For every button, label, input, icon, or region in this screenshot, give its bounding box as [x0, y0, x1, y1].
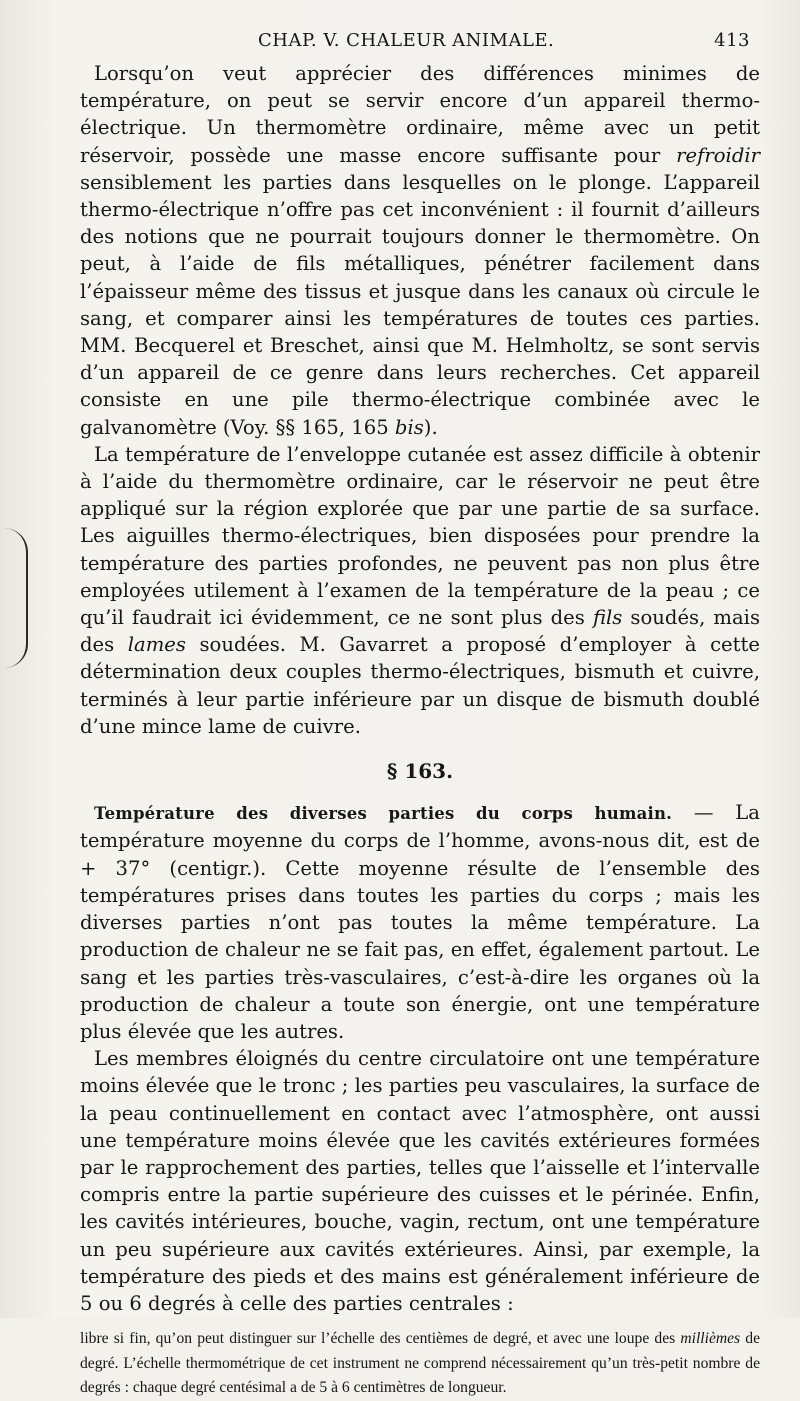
body-text — [80, 60, 760, 1317]
p1-text-a: Lorsqu’on veut apprécier des différences minimes de température, on peut se servir encore d’un appareil thermo-électrique. Un thermomètre ordinaire, même avec un petit réservoir, possède une masse encore suffisante pour — [80, 62, 760, 167]
p2-italic-fils: fils — [592, 606, 623, 630]
p2-text-a: La température de l’enveloppe cutanée est assez difficile à obtenir à l’aide du thermomètre ordinaire, car le réservoir ne peut être appliqué sur la région explorée que par une partie de sa surface. Les aiguilles thermo-électriques, bien disposées pour prendre la température des parties profondes, ne peuvent pas non plus être employées utilement à l’examen de la température de la peau ; ce qu’il faudrait ici évidemment, ce ne sont plus des — [80, 442, 760, 630]
p2-text-c: soudés, mais des — [80, 606, 760, 657]
p2-text-e: soudées. M. Gavarret a proposé d’employer à cette détermination deux couples thermo-électriques, bismuth et cuivre, terminés à leur partie inférieure par un disque de bismuth doublé d’une mince lame de cuivre. — [80, 633, 760, 738]
paragraph-2 — [80, 441, 760, 740]
section-heading: § 163. — [386, 759, 454, 784]
footnote-text-c: de degré. L’échelle thermométrique de cet instrument ne comprend nécessairement qu’un très-petit nombre de degrés : chaque degré centésimal a de 5 à 6 centimètres de longueur. — [80, 1330, 761, 1397]
margin-pencil-mark — [4, 528, 28, 668]
p1-italic-refroidir: refroidir — [676, 143, 760, 167]
p1-italic-bis: bis — [394, 415, 424, 439]
p1-text-c: sensiblement les parties dans lesquelles on le plonge. L’appareil thermo-électrique n’offre pas cet inconvénient : il fournit d’ailleurs des notions que ne pourrait toujours donner le thermomètre. On peut, à l’aide de fils métalliques, pénétrer facilement dans l’épaisseur même des tissus et jusque dans les canaux où circule le sang, et comparer ainsi les températures de toutes ces parties. MM. Becquerel et Breschet, ainsi que M. Helmholtz, se sont servis d’un appareil de ce genre dans leurs recherches. Cet appareil consiste en une pile thermo-électrique combinée avec le galvanomètre (Voy. §§ 165, 165 — [80, 170, 760, 439]
footnote — [80, 1327, 760, 1401]
paragraph-4: Les membres éloignés du centre circulatoire ont une température moins élevée que le tronc ; les parties peu vasculaires, la surface de la peau continuellement en contact avec l’atmosphère, ont aussi une température moins élevée que les cavités extérieures formées par le rapprochement des parties, telles que l’aisselle et l’intervalle compris entre la partie supérieure des cuisses et le périnée. Enfin, les cavités intérieures, bouche, vagin, rectum, ont une température un peu supérieure aux cavités extérieures. Ainsi, par exemple, la température des pieds et des mains est généralement inférieure de 5 ou 6 degrés à celle des parties centrales : — [80, 1047, 760, 1315]
footnote-text-a: libre si fin, qu’on peut distinguer sur l’échelle des centièmes de degré, et avec une loupe des — [80, 1330, 681, 1348]
p2-italic-lames: lames — [127, 633, 186, 657]
running-head — [80, 28, 760, 60]
p3-text: — La température moyenne du corps de l’homme, avons-nous dit, est de + 37° (centigr.). Cette moyenne résulte de l’ensemble des températures prises dans toutes les parties du corps ; mais les diverses parties n’ont pas toutes la même température. La production de chaleur ne se fait pas, en effet, également partout. Le sang et les parties très-vasculaires, c’est-à-dire les organes où la production de chaleur a toute son énergie, ont une température plus élevée que les autres. — [80, 801, 760, 1043]
footnote-text — [80, 1327, 760, 1401]
footnote-italic-milliemes: millièmes — [680, 1330, 741, 1348]
p1-text-e: ). — [423, 415, 438, 439]
paragraph-3 — [80, 799, 760, 1045]
paragraph-lead-title: Température des diverses parties du corps humain. — [94, 804, 673, 824]
paragraph-1 — [80, 60, 760, 441]
chapter-title: CHAP. V. CHALEUR ANIMALE. — [258, 30, 555, 51]
page-number: 413 — [714, 30, 750, 51]
